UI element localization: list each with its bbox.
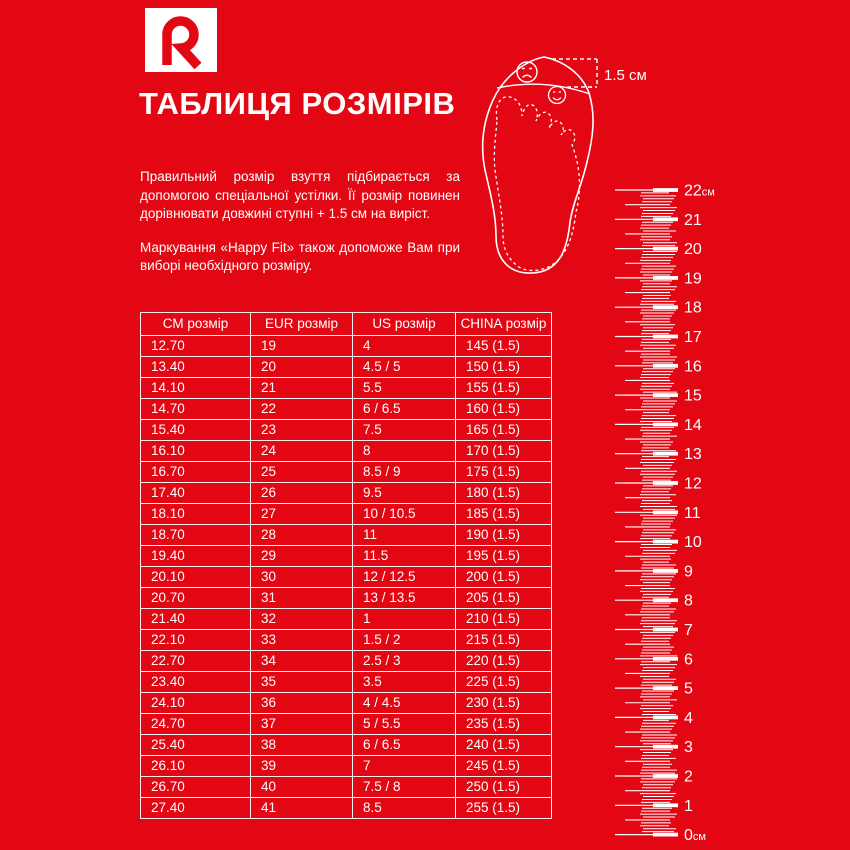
ruler-cm-bar xyxy=(653,335,678,339)
intro-text xyxy=(140,168,460,291)
table-cell: 245 (1.5) xyxy=(456,756,552,777)
ruler-label: 10 xyxy=(684,534,702,552)
table-cell: 18.70 xyxy=(141,525,251,546)
table-cell: 24.70 xyxy=(141,714,251,735)
table-cell: 24 xyxy=(251,441,353,462)
table-cell: 205 (1.5) xyxy=(456,588,552,609)
table-row xyxy=(141,756,552,777)
table-cell: 6 / 6.5 xyxy=(353,399,456,420)
table-row xyxy=(141,399,552,420)
table-cell: 4.5 / 5 xyxy=(353,357,456,378)
table-cell: 235 (1.5) xyxy=(456,714,552,735)
table-cell: 39 xyxy=(251,756,353,777)
table-cell: 9.5 xyxy=(353,483,456,504)
sad-face-icon xyxy=(517,62,537,82)
ruler-label: 3 xyxy=(684,739,693,757)
table-cell: 145 (1.5) xyxy=(456,336,552,357)
table-cell: 17.40 xyxy=(141,483,251,504)
table-cell: 40 xyxy=(251,777,353,798)
table-cell: 27 xyxy=(251,504,353,525)
ruler-cm-bar xyxy=(653,423,678,427)
ruler-label: 14 xyxy=(684,416,702,434)
table-row xyxy=(141,630,552,651)
table-cell: 15.40 xyxy=(141,420,251,441)
column-header: CHINA розмір xyxy=(456,313,552,336)
table-cell: 180 (1.5) xyxy=(456,483,552,504)
table-cell: 190 (1.5) xyxy=(456,525,552,546)
table-cell: 7.5 / 8 xyxy=(353,777,456,798)
table-cell: 255 (1.5) xyxy=(456,798,552,819)
table-row xyxy=(141,798,552,819)
table-cell: 7 xyxy=(353,756,456,777)
intro-paragraph-1: Правильний розмір взуття підбирається за допомогою спеціальної устілки. Її розмір повинен дорівнювати довжині ступні + 1.5 см на виріст. xyxy=(140,169,460,221)
table-cell: 11.5 xyxy=(353,546,456,567)
ruler-label: 19 xyxy=(684,270,702,288)
table-cell: 19 xyxy=(251,336,353,357)
table-cell: 5 / 5.5 xyxy=(353,714,456,735)
happy-face-icon xyxy=(549,87,566,104)
ruler-cm-bar xyxy=(653,657,678,661)
foot-outline xyxy=(494,97,579,271)
table-cell: 18.10 xyxy=(141,504,251,525)
ruler-label: 7 xyxy=(684,622,693,639)
ruler-cm-bar xyxy=(653,364,678,368)
ruler-cm-bar xyxy=(653,803,678,807)
table-cell: 3.5 xyxy=(353,672,456,693)
ruler-label: 16 xyxy=(684,358,702,376)
table-row xyxy=(141,693,552,714)
table-row xyxy=(141,609,552,630)
table-header-row xyxy=(141,313,552,336)
table-cell: 31 xyxy=(251,588,353,609)
ruler-label: 2 xyxy=(684,768,693,786)
ruler-label: 22см xyxy=(684,182,715,200)
table-cell: 33 xyxy=(251,630,353,651)
table-cell: 12 / 12.5 xyxy=(353,567,456,588)
table-cell: 7.5 xyxy=(353,420,456,441)
ruler-cm-bar xyxy=(653,598,678,602)
table-cell: 19.40 xyxy=(141,546,251,567)
table-cell: 8.5 / 9 xyxy=(353,462,456,483)
reima-logo xyxy=(145,8,217,72)
table-row xyxy=(141,672,552,693)
table-cell: 27.40 xyxy=(141,798,251,819)
table-cell: 14.10 xyxy=(141,378,251,399)
table-cell: 240 (1.5) xyxy=(456,735,552,756)
table-cell: 6 / 6.5 xyxy=(353,735,456,756)
table-cell: 195 (1.5) xyxy=(456,546,552,567)
table-cell: 200 (1.5) xyxy=(456,567,552,588)
table-row xyxy=(141,357,552,378)
ruler-label: 13 xyxy=(684,446,702,464)
ruler-label: 21 xyxy=(684,211,702,229)
table-cell: 23 xyxy=(251,420,353,441)
table-row xyxy=(141,336,552,357)
table-cell: 215 (1.5) xyxy=(456,630,552,651)
table-cell: 26.70 xyxy=(141,777,251,798)
ruler-label: 11 xyxy=(684,504,701,522)
table-cell: 220 (1.5) xyxy=(456,651,552,672)
ruler-cm-bar xyxy=(653,247,678,251)
table-cell: 16.70 xyxy=(141,462,251,483)
table-cell: 12.70 xyxy=(141,336,251,357)
page-title: ТАБЛИЦЯ РОЗМІРІВ xyxy=(139,86,456,121)
ruler xyxy=(600,180,735,850)
table-row xyxy=(141,714,552,735)
table-cell: 230 (1.5) xyxy=(456,693,552,714)
gap-label: 1.5 см xyxy=(604,67,647,84)
table-cell: 250 (1.5) xyxy=(456,777,552,798)
ruler-cm-bar xyxy=(653,686,678,690)
table-cell: 10 / 10.5 xyxy=(353,504,456,525)
ruler-label: 5 xyxy=(684,680,693,698)
table-cell: 36 xyxy=(251,693,353,714)
column-header: EUR розмір xyxy=(251,313,353,336)
toe-line xyxy=(497,84,590,94)
column-header: US розмір xyxy=(353,313,456,336)
ruler-label: 4 xyxy=(684,709,693,727)
table-cell: 150 (1.5) xyxy=(456,357,552,378)
table-cell: 25.40 xyxy=(141,735,251,756)
ruler-cm-bar xyxy=(653,305,678,309)
table-cell: 22 xyxy=(251,399,353,420)
table-cell: 8.5 xyxy=(353,798,456,819)
size-table xyxy=(140,312,552,819)
table-row xyxy=(141,651,552,672)
table-row xyxy=(141,735,552,756)
table-cell: 20.10 xyxy=(141,567,251,588)
table-cell: 5.5 xyxy=(353,378,456,399)
table-cell: 30 xyxy=(251,567,353,588)
table-row xyxy=(141,483,552,504)
table-row xyxy=(141,420,552,441)
table-cell: 38 xyxy=(251,735,353,756)
ruler-label: 0см xyxy=(684,827,706,845)
table-cell: 1 xyxy=(353,609,456,630)
table-cell: 35 xyxy=(251,672,353,693)
table-cell: 14.70 xyxy=(141,399,251,420)
table-cell: 4 xyxy=(353,336,456,357)
ruler-cm-bar xyxy=(653,833,678,837)
table-cell: 28 xyxy=(251,525,353,546)
table-row xyxy=(141,462,552,483)
table-row xyxy=(141,588,552,609)
ruler-label: 9 xyxy=(684,563,693,581)
table-cell: 25 xyxy=(251,462,353,483)
table-cell: 37 xyxy=(251,714,353,735)
table-cell: 210 (1.5) xyxy=(456,609,552,630)
table-cell: 2.5 / 3 xyxy=(353,651,456,672)
table-cell: 13.40 xyxy=(141,357,251,378)
table-cell: 34 xyxy=(251,651,353,672)
ruler-cm-bar xyxy=(653,276,678,280)
table-row xyxy=(141,777,552,798)
ruler-label: 8 xyxy=(684,592,693,610)
ruler-cm-bar xyxy=(653,745,678,749)
table-cell: 24.10 xyxy=(141,693,251,714)
table-cell: 23.40 xyxy=(141,672,251,693)
table-cell: 20 xyxy=(251,357,353,378)
table-row xyxy=(141,567,552,588)
table-cell: 22.70 xyxy=(141,651,251,672)
table-row xyxy=(141,525,552,546)
table-cell: 29 xyxy=(251,546,353,567)
table-cell: 20.70 xyxy=(141,588,251,609)
table-cell: 175 (1.5) xyxy=(456,462,552,483)
ruler-label: 17 xyxy=(684,329,702,346)
reima-r-icon xyxy=(145,8,217,72)
table-cell: 1.5 / 2 xyxy=(353,630,456,651)
ruler-label: 20 xyxy=(684,241,702,259)
ruler-cm-bar xyxy=(653,452,678,456)
ruler-label: 6 xyxy=(684,651,693,669)
ruler-cm-bar xyxy=(653,217,678,221)
ruler-cm-bar xyxy=(653,510,678,514)
ruler-cm-bar xyxy=(653,569,678,573)
table-cell: 4 / 4.5 xyxy=(353,693,456,714)
table-cell: 26.10 xyxy=(141,756,251,777)
ruler-label: 18 xyxy=(684,299,702,317)
ruler-cm-bar xyxy=(653,188,678,192)
ruler-cm-bar xyxy=(653,716,678,720)
table-cell: 165 (1.5) xyxy=(456,420,552,441)
table-row xyxy=(141,504,552,525)
table-cell: 26 xyxy=(251,483,353,504)
ruler-label: 1 xyxy=(684,797,693,815)
table-cell: 170 (1.5) xyxy=(456,441,552,462)
ruler-cm-bar xyxy=(653,774,678,778)
table-row xyxy=(141,378,552,399)
table-cell: 21.40 xyxy=(141,609,251,630)
table-cell: 32 xyxy=(251,609,353,630)
ruler-cm-bar xyxy=(653,393,678,397)
ruler-label: 12 xyxy=(684,475,702,493)
table-cell: 8 xyxy=(353,441,456,462)
column-header: СМ розмір xyxy=(141,313,251,336)
table-cell: 41 xyxy=(251,798,353,819)
table-cell: 13 / 13.5 xyxy=(353,588,456,609)
table-cell: 21 xyxy=(251,378,353,399)
table-cell: 16.10 xyxy=(141,441,251,462)
table-cell: 22.10 xyxy=(141,630,251,651)
table-cell: 155 (1.5) xyxy=(456,378,552,399)
ruler-cm-bar xyxy=(653,540,678,544)
ruler-cm-bar xyxy=(653,481,678,485)
ruler-cm-bar xyxy=(653,628,678,632)
table-cell: 11 xyxy=(353,525,456,546)
table-cell: 185 (1.5) xyxy=(456,504,552,525)
intro-paragraph-2: Маркування «Happy Fit» також допоможе Вам при виборі необхідного розміру. xyxy=(140,239,460,273)
table-row xyxy=(141,441,552,462)
table-row xyxy=(141,546,552,567)
ruler-label: 15 xyxy=(684,387,702,405)
table-cell: 225 (1.5) xyxy=(456,672,552,693)
table-cell: 160 (1.5) xyxy=(456,399,552,420)
